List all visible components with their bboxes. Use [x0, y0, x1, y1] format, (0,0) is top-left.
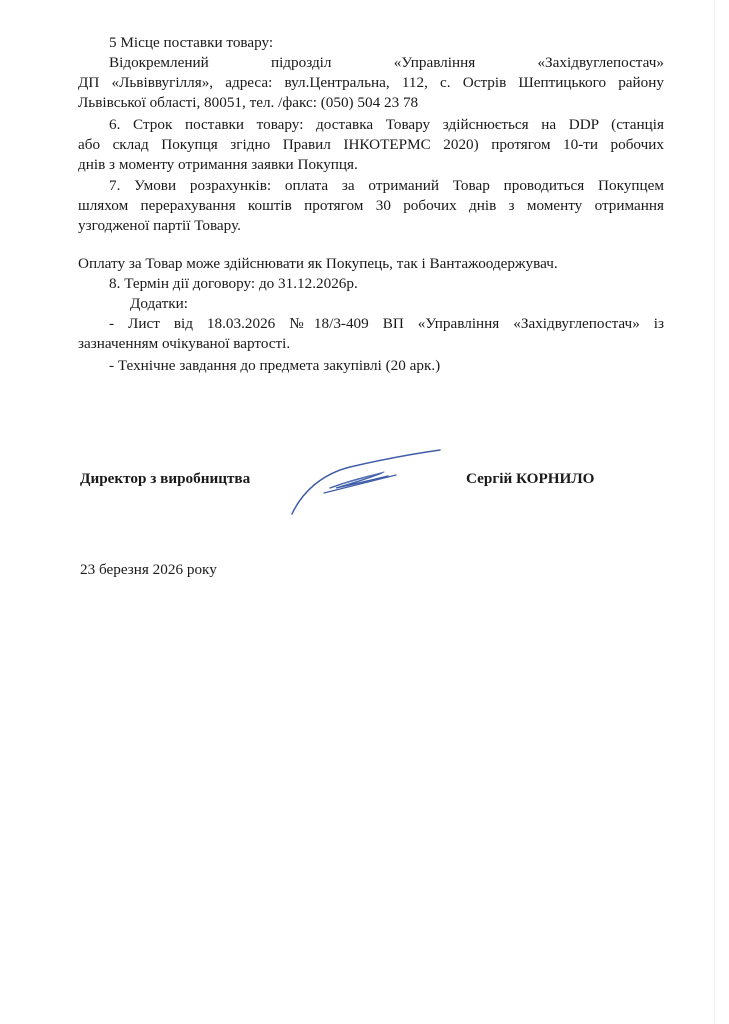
delivery-term-line-1: 6. Строк поставки товару: доставка Товару здійснюється на DDP (станція: [109, 116, 664, 133]
appendix-item-1-line-2: зазначенням очікуваної вартості.: [78, 335, 291, 352]
document-date: 23 березня 2026 року: [80, 561, 217, 578]
appendix-item-1-line-1: - Лист від 18.03.2026 №18/3-409 ВП «Управління «Західвуглепостач» із: [109, 315, 664, 332]
payment-note: Оплату за Товар може здійснювати як Покупець, так і Вантажоодержувач.: [78, 255, 558, 272]
delivery-place-line-1: Відокремлений підрозділ «Управління «Західвуглепостач»: [109, 54, 664, 71]
delivery-place-heading: 5 Місце поставки товару:: [109, 34, 274, 51]
signatory-position: Директор з виробництва: [80, 470, 251, 487]
payment-terms-line-2: шляхом перерахування коштів протягом 30 робочих днів з моменту отримання: [78, 197, 664, 214]
payment-terms-line-1: 7. Умови розрахунків: оплата за отриманий Товар проводиться Покупцем: [109, 177, 664, 194]
handwritten-signature: [288, 446, 443, 520]
delivery-term-line-2: або склад Покупця згідно Правил ІНКОТЕРМС 2020) протягом 10-ти робочих: [78, 136, 664, 153]
payment-terms-line-3: узгодженої партії Товару.: [78, 217, 241, 234]
delivery-place-line-3: Львівської області, 80051, тел. /факс: (050) 504 23 78: [78, 94, 419, 111]
signatory-name: Сергій КОРНИЛО: [466, 470, 595, 487]
delivery-term-line-3: днів з моменту отримання заявки Покупця.: [78, 156, 358, 173]
appendices-heading: Додатки:: [130, 295, 188, 312]
contract-term: 8. Термін дії договору: до 31.12.2026р.: [109, 275, 358, 292]
delivery-place-line-2: ДП «Львіввугілля», адреса: вул.Центральна, 112, с. Острів Шептицького району: [78, 74, 664, 91]
scan-edge: [714, 0, 715, 1024]
appendix-item-2: - Технічне завдання до предмета закупівлі (20 арк.): [109, 357, 441, 374]
